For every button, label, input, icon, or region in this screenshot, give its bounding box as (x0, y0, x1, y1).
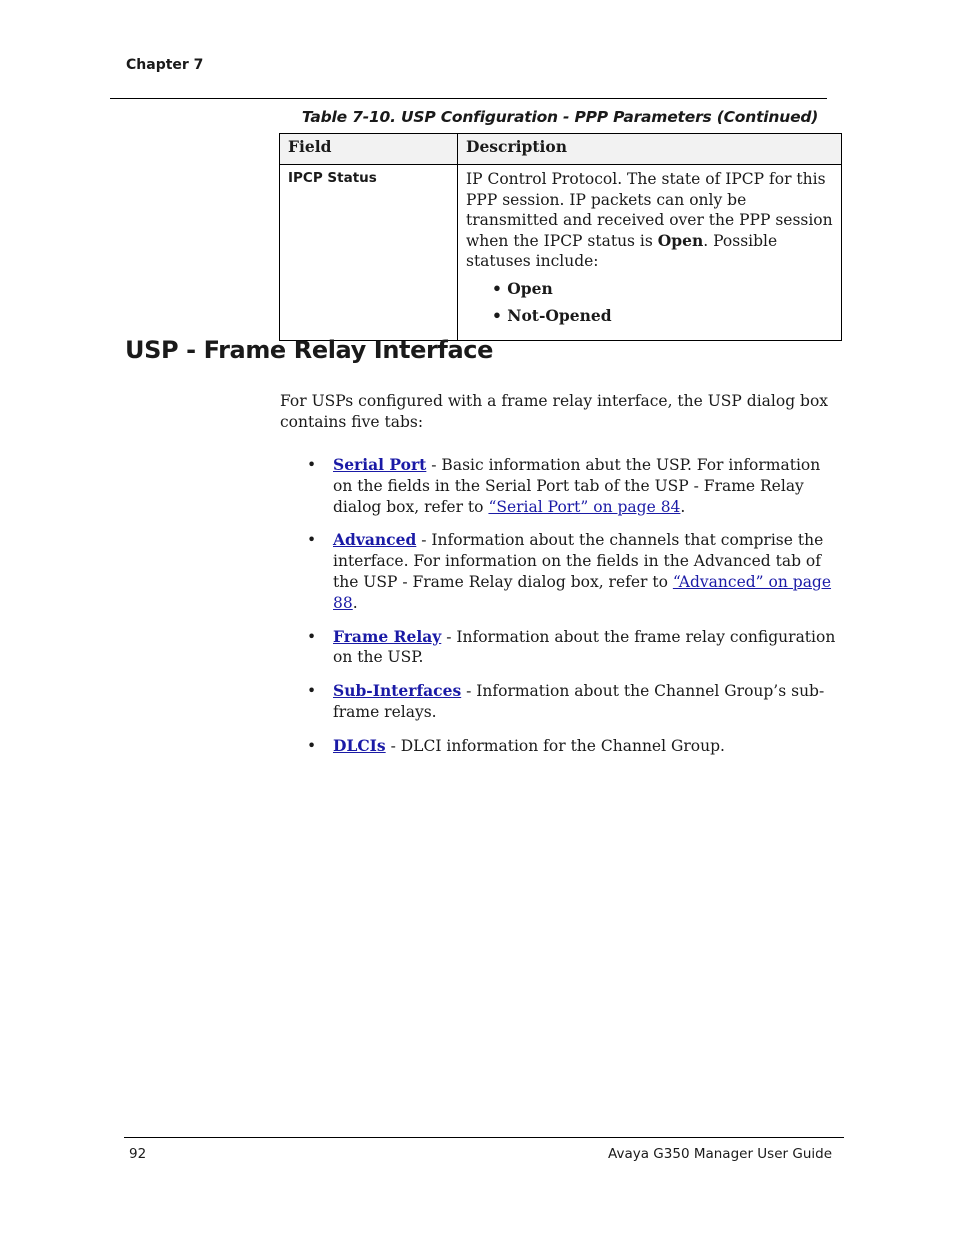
column-header-description: Description (458, 134, 842, 165)
guide-title: Avaya G350 Manager User Guide (608, 1146, 832, 1162)
section-title: USP - Frame Relay Interface (125, 336, 493, 364)
dlcis-link[interactable]: DLCIs (333, 735, 386, 755)
list-item (307, 455, 843, 517)
status-list (492, 279, 833, 327)
description-cell (458, 165, 842, 341)
item-text: - DLCI information for the Channel Group. (385, 736, 725, 755)
ppp-parameters-table (279, 133, 842, 341)
footer-rule (124, 1137, 844, 1138)
status-item: • Open (492, 278, 553, 298)
list-item (307, 736, 843, 757)
serial-port-link[interactable]: Serial Port (333, 455, 427, 474)
table-row (280, 165, 842, 341)
advanced-link[interactable]: Advanced (333, 530, 417, 550)
chapter-label: Chapter 7 (126, 57, 204, 73)
list-item (307, 627, 843, 669)
serial-port-xref-link[interactable]: “Serial Port” on page 84 (488, 497, 681, 516)
description-text: IP Control Protocol. The state of IPCP for this PPP session. IP packets can only be transmitted and received over the PPP session when the IPCP status is (466, 170, 833, 250)
item-end: . (352, 593, 358, 612)
item-text: - Information about the frame relay configuration on the USP. (333, 627, 836, 667)
item-text: - Basic information abut the USP. For information on the fields in the Serial Port tab of the USP - Frame Relay dialog box, refer to (333, 456, 821, 516)
description-bold: Open (657, 230, 704, 250)
bullet: • (307, 456, 317, 474)
sub-interfaces-link[interactable]: Sub-Interfaces (333, 681, 462, 701)
item-text: - Information about the Channel Group’s sub-frame relays. (333, 682, 825, 721)
tab-list (307, 455, 843, 770)
item-text: - Information about the channels that comprise the interface. For information on the fields in the Advanced tab of the USP - Frame Relay dialog box, refer to (333, 531, 824, 591)
advanced-xref-link[interactable]: “Advanced” on page 88 (333, 572, 832, 612)
table-caption: Table 7-10. USP Configuration - PPP Parameters (Continued) (301, 108, 819, 126)
item-end: . (680, 497, 686, 516)
list-item (307, 681, 843, 723)
bullet: • (307, 736, 317, 755)
bullet: • (307, 682, 317, 701)
table-header-row (280, 134, 842, 165)
intro-paragraph: For USPs configured with a frame relay interface, the USP dialog box contains five tabs: (280, 392, 829, 431)
bullet: • (307, 627, 317, 646)
frame-relay-link[interactable]: Frame Relay (333, 626, 442, 646)
column-header-field: Field (280, 134, 458, 165)
status-item: • Not-Opened (492, 306, 612, 325)
list-item (307, 530, 843, 613)
header-rule (110, 98, 827, 99)
bullet: • (307, 531, 317, 550)
description-end: . Possible statuses include: (466, 231, 778, 270)
page-number: 92 (129, 1146, 147, 1162)
field-cell: IPCP Status (280, 165, 458, 341)
